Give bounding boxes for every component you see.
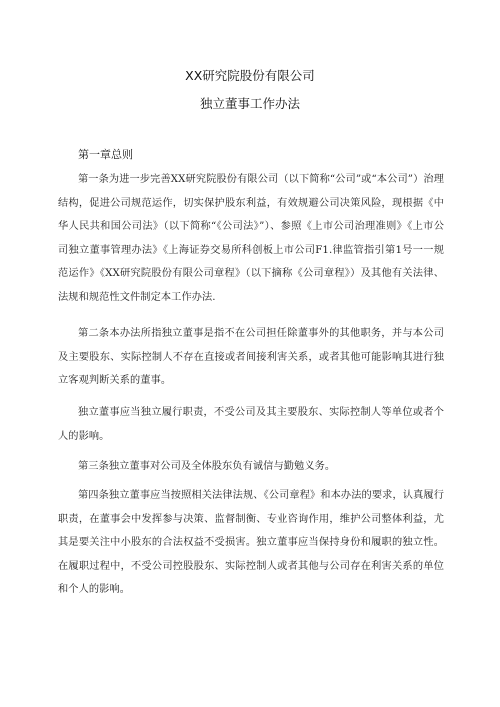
article-4-paragraph: 第四条独立董事应当按照相关法律法规、《公司章程》和本办法的要求，认真履行职责，在董事会中发挥参与决策、监督制衡、专业咨询作用，维护公司整体利益，尤其是要关注中小股东的合法权益不受损害。独立董事应当保持身份和履职的独立性。在履职过程中，不受公司控股股东、实际控制人或者其他与公司存在利害关系的单位和个人的影响。: [58, 490, 444, 595]
independence-paragraph: 独立董事应当独立履行职责，不受公司及其主要股东、实际控制人等单位或者个人的影响。: [58, 407, 444, 442]
article-2-paragraph: 第二条本办法所指独立董事是指不在公司担任除董事外的其他职务，并与本公司及主要股东、实际控制人不存在直接或者间接利害关系，或者其他可能影响其进行独立客观判断关系的董事。: [58, 328, 444, 386]
article-3-paragraph: 第三条独立董事对公司及全体股东负有诚信与勤勉义务。: [78, 461, 336, 472]
company-title: XX研究院股份有限公司: [185, 68, 315, 83]
document-title: 独立董事工作办法: [199, 96, 300, 111]
article-1-paragraph: 第一条为进一步完善XX研究院股份有限公司（以下简称“公司”或“本公司”）治理结构，促进公司规范运作，切实保护股东利益，有效规避公司决策风险，现根据《中华人民共和国公司法》（以下简称“《公司法》”）、参照《上市公司治理准则》《上市公司独立董事管理办法》《上海证券交易所科创板上市公司F1.律监管指引第1号一一规范运作》《XX研究院股份有限公司章程》（以下摘称《公司章程》）及其他有关法律、法规和规范性文件制定本工作办法.: [58, 174, 444, 303]
chapter-heading: 第一章总则: [78, 148, 133, 161]
